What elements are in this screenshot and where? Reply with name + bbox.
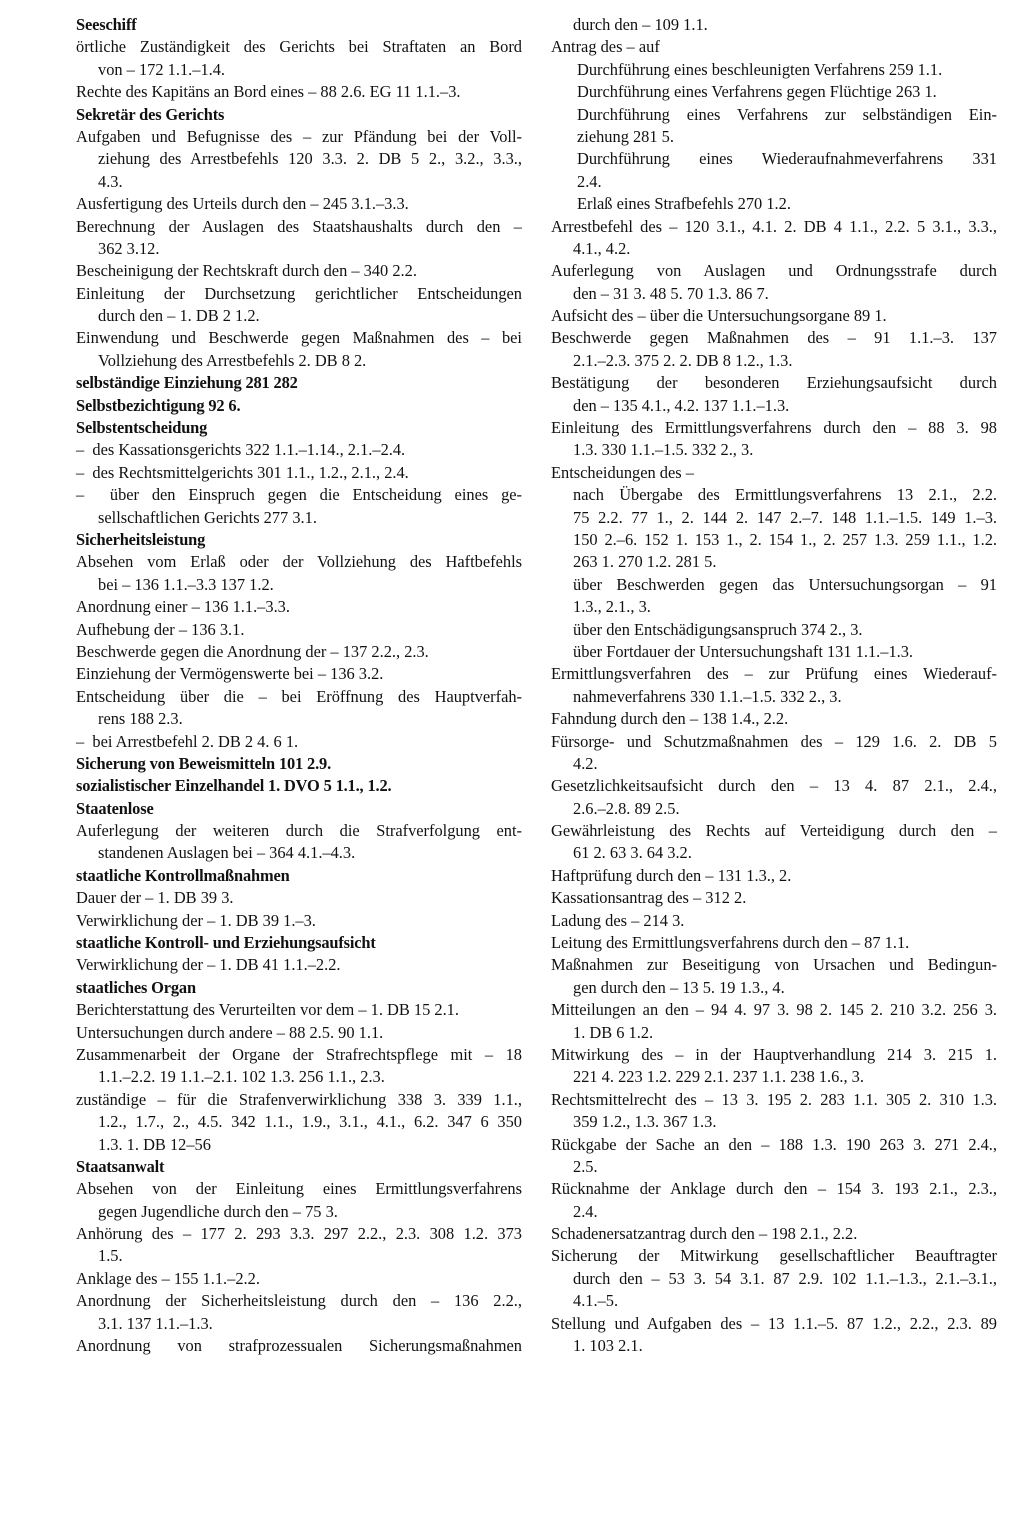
index-entry-line: örtliche Zuständigkeit des Gerichts bei Straftaten an Bord xyxy=(76,37,522,57)
index-entry-line: Gewährleistung des Rechts auf Verteidigung durch den – xyxy=(551,821,997,841)
index-entry-line: Aufhebung der – 136 3.1. xyxy=(76,619,245,639)
index-entry-line: durch den – 109 1.1. xyxy=(573,15,708,34)
index-entry-line: Verwirklichung der – 1. DB 41 1.1.–2.2. xyxy=(76,955,341,975)
index-entry-line: Erlaß eines Strafbefehls 270 1.2. xyxy=(577,194,791,214)
index-entry-line: nach Übergabe des Ermittlungsverfahrens 13 2.1., 2.2. xyxy=(573,485,997,505)
index-heading: staatliche Kontroll- und Erziehungsaufsicht xyxy=(76,933,376,953)
index-entry-line: 1.3. 330 1.1.–1.5. 332 2., 3. xyxy=(573,440,754,460)
index-entry-line: 2.5. xyxy=(573,1156,598,1176)
index-entry-line: – über den Einspruch gegen die Entscheidung eines ge- xyxy=(76,485,522,505)
index-entry-line: 1.3., 2.1., 3. xyxy=(573,597,651,617)
index-entry-line: Entscheidung über die – bei Eröffnung des Hauptverfah- xyxy=(76,686,522,706)
index-entry-line: Anhörung des – 177 2. 293 3.3. 297 2.2., 2.3. 308 1.2. 373 xyxy=(76,1224,522,1244)
index-entry-line: zuständige – für die Strafenverwirklichung 338 3. 339 1.1., xyxy=(76,1089,522,1109)
index-entry-line: Rechte des Kapitäns an Bord eines – 88 2.6. EG 11 1.1.–3. xyxy=(76,82,461,102)
index-entry-line: Beschwerde gegen Maßnahmen des – 91 1.1.–3. 137 xyxy=(551,328,997,348)
index-entry-line: Beschwerde gegen die Anordnung der – 137 2.2., 2.3. xyxy=(76,641,429,661)
index-entry-line: Ausfertigung des Urteils durch den – 245 3.1.–3.3. xyxy=(76,194,409,214)
index-entry-line: Leitung des Ermittlungsverfahrens durch den – 87 1.1. xyxy=(551,933,910,953)
index-heading: Selbstbezichtigung 92 6. xyxy=(76,395,241,415)
index-entry-line: ziehung des Arrestbefehls 120 3.3. 2. DB 5 2., 3.2., 3.3., xyxy=(98,149,522,169)
index-entry-line: 61 2. 63 3. 64 3.2. xyxy=(573,843,692,863)
index-entry-line: Einleitung des Ermittlungsverfahrens durch den – 88 3. 98 xyxy=(551,418,997,438)
index-entry-line: über Beschwerden gegen das Untersuchungsorgan – 91 xyxy=(573,574,997,594)
index-entry-line: standenen Auslagen bei – 364 4.1.–4.3. xyxy=(98,843,356,863)
index-entry-line: Ermittlungsverfahren des – zur Prüfung eines Wiederauf- xyxy=(551,664,997,684)
index-entry-line: 3.1. 137 1.1.–1.3. xyxy=(98,1313,213,1333)
index-entry-line: Sicherung der Mitwirkung gesellschaftlicher Beauftragter xyxy=(551,1246,997,1266)
index-entry-line: 1. 103 2.1. xyxy=(573,1336,643,1356)
index-entry-line: Mitteilungen an den – 94 4. 97 3. 98 2. 145 2. 210 3.2. 256 3. xyxy=(551,1000,997,1020)
index-entry-line: Arrestbefehl des – 120 3.1., 4.1. 2. DB 4 1.1., 2.2. 5 3.1., 3.3., xyxy=(551,216,997,236)
index-entry-line: 2.1.–2.3. 375 2. 2. DB 8 1.2., 1.3. xyxy=(573,350,793,370)
index-entry-line: 1. DB 6 1.2. xyxy=(573,1022,654,1042)
index-entry-line: ziehung 281 5. xyxy=(577,126,674,146)
index-entry-line: 4.1., 4.2. xyxy=(573,238,631,258)
index-entry-line: Rechtsmittelrecht des – 13 3. 195 2. 283 1.1. 305 2. 310 1.3. xyxy=(551,1089,997,1109)
index-entry-line: 2.4. xyxy=(577,171,602,191)
index-entry-line: 362 3.12. xyxy=(98,238,160,258)
index-entry-line: 75 2.2. 77 1., 2. 144 2. 147 2.–7. 148 1.1.–1.5. 149 1.–3. xyxy=(573,507,997,527)
index-entry-line: von – 172 1.1.–1.4. xyxy=(98,59,226,79)
index-entry-line: rens 188 2.3. xyxy=(98,709,183,729)
index-entry-line: Durchführung eines Verfahrens zur selbständigen Ein- xyxy=(577,104,997,124)
index-entry-line: – des Rechtsmittelgerichts 301 1.1., 1.2., 2.1., 2.4. xyxy=(76,462,409,482)
index-column-left xyxy=(76,14,522,1357)
index-entry-line: durch den – 53 3. 54 3.1. 87 2.9. 102 1.1.–1.3., 2.1.–3.1., xyxy=(573,1268,997,1288)
index-heading: Staatenlose xyxy=(76,798,154,818)
index-entry-line: Gesetzlichkeitsaufsicht durch den – 13 4. 87 2.1., 2.4., xyxy=(551,776,997,796)
index-entry-line: Absehen vom Erlaß oder der Vollziehung des Haftbefehls xyxy=(76,552,522,572)
index-entry-line: Fahndung durch den – 138 1.4., 2.2. xyxy=(551,709,789,729)
index-entry-line: Anordnung von strafprozessualen Sicherungsmaßnahmen xyxy=(76,1336,522,1356)
index-heading: sozialistischer Einzelhandel 1. DVO 5 1.1., 1.2. xyxy=(76,776,392,796)
index-entry-line: – bei Arrestbefehl 2. DB 2 4. 6 1. xyxy=(76,731,299,751)
index-entry-line: Dauer der – 1. DB 39 3. xyxy=(76,888,234,908)
index-entry-line: 263 1. 270 1.2. 281 5. xyxy=(573,552,717,572)
index-entry-line: Rücknahme der Anklage durch den – 154 3. 193 2.1., 2.3., xyxy=(551,1179,997,1199)
index-entry-line: Anordnung der Sicherheitsleistung durch den – 136 2.2., xyxy=(76,1291,522,1311)
index-entry-line: Mitwirkung des – in der Hauptverhandlung 214 3. 215 1. xyxy=(551,1044,997,1064)
index-entry-line: 150 2.–6. 152 1. 153 1., 2. 154 1., 2. 257 1.3. 259 1.1., 1.2. xyxy=(573,529,997,549)
index-entry-line: Zusammenarbeit der Organe der Strafrechtspflege mit – 18 xyxy=(76,1044,522,1064)
index-heading: Staatsanwalt xyxy=(76,1156,165,1176)
index-entry-line: Auferlegung von Auslagen und Ordnungsstrafe durch xyxy=(551,261,997,281)
index-entry-line: gegen Jugendliche durch den – 75 3. xyxy=(98,1201,338,1221)
index-entry-line: Durchführung eines Verfahrens gegen Flüchtige 263 1. xyxy=(577,82,937,102)
index-heading: Selbstentscheidung xyxy=(76,418,208,438)
index-entry-line: über Fortdauer der Untersuchungshaft 131 1.1.–1.3. xyxy=(573,641,914,661)
index-heading: Sekretär des Gerichts xyxy=(76,104,225,124)
index-entry-line: gen durch den – 13 5. 19 1.3., 4. xyxy=(573,977,785,997)
index-heading: selbständige Einziehung 281 282 xyxy=(76,373,298,393)
index-entry-line: Entscheidungen des – xyxy=(551,462,694,482)
index-entry-line: Einziehung der Vermögenswerte bei – 136 3.2. xyxy=(76,664,384,684)
index-entry-line: 1.2., 1.7., 2., 4.5. 342 1.1., 1.9., 3.1., 4.1., 6.2. 347 6 350 xyxy=(98,1112,522,1132)
index-entry-line: sellschaftlichen Gerichts 277 3.1. xyxy=(98,507,317,527)
index-entry-line: 4.1.–5. xyxy=(573,1291,619,1311)
index-entry-line: Aufgaben und Befugnisse des – zur Pfändung bei der Voll- xyxy=(76,126,522,146)
index-entry-line: Ladung des – 214 3. xyxy=(551,910,685,930)
index-entry-line: 4.3. xyxy=(98,171,123,191)
index-entry-line: Anklage des – 155 1.1.–2.2. xyxy=(76,1268,260,1288)
index-entry-line: – des Kassationsgerichts 322 1.1.–1.14., 2.1.–2.4. xyxy=(76,440,406,460)
index-entry-line: Untersuchungen durch andere – 88 2.5. 90 1.1. xyxy=(76,1022,384,1042)
index-entry-line: über den Entschädigungsanspruch 374 2., 3. xyxy=(573,619,863,639)
index-heading: Sicherheitsleistung xyxy=(76,529,206,549)
index-entry-line: 1.5. xyxy=(98,1246,123,1266)
index-entry-line: Aufsicht des – über die Untersuchungsorgane 89 1. xyxy=(551,306,887,326)
index-entry-line: Absehen von der Einleitung eines Ermittlungsverfahrens xyxy=(76,1179,522,1199)
index-entry-line: Kassationsantrag des – 312 2. xyxy=(551,888,747,908)
index-entry-line: Antrag des – auf xyxy=(551,37,660,57)
index-entry-line: Haftprüfung durch den – 131 1.3., 2. xyxy=(551,865,792,885)
index-entry-line: Bestätigung der besonderen Erziehungsaufsicht durch xyxy=(551,373,997,393)
index-entry-line: Bescheinigung der Rechtskraft durch den – 340 2.2. xyxy=(76,261,417,281)
index-entry-line: Anordnung einer – 136 1.1.–3.3. xyxy=(76,597,290,617)
index-heading: staatliches Organ xyxy=(76,977,196,997)
index-entry-line: nahmeverfahrens 330 1.1.–1.5. 332 2., 3. xyxy=(573,686,842,706)
index-entry-line: Berichterstattung des Verurteilten vor dem – 1. DB 15 2.1. xyxy=(76,1000,459,1020)
index-entry-line: Durchführung eines beschleunigten Verfahrens 259 1.1. xyxy=(577,59,943,79)
index-entry-line: Maßnahmen zur Beseitigung von Ursachen und Bedingun- xyxy=(551,955,997,975)
index-entry-line: 2.6.–2.8. 89 2.5. xyxy=(573,798,680,818)
index-entry-line: durch den – 1. DB 2 1.2. xyxy=(98,306,260,326)
index-entry-line: 1.3. 1. DB 12–56 xyxy=(98,1134,211,1154)
index-entry-line: 4.2. xyxy=(573,753,598,773)
index-entry-line: 359 1.2., 1.3. 367 1.3. xyxy=(573,1112,717,1132)
index-heading: staatliche Kontrollmaßnahmen xyxy=(76,865,290,885)
index-entry-line: Verwirklichung der – 1. DB 39 1.–3. xyxy=(76,910,316,930)
index-entry-line: Einwendung und Beschwerde gegen Maßnahmen des – bei xyxy=(76,328,522,348)
index-entry-line: Einleitung der Durchsetzung gerichtlicher Entscheidungen xyxy=(76,283,522,303)
index-heading: Seeschiff xyxy=(76,15,137,34)
index-entry-line: Berechnung der Auslagen des Staatshaushalts durch den – xyxy=(76,216,522,236)
index-entry-line: den – 135 4.1., 4.2. 137 1.1.–1.3. xyxy=(573,395,790,415)
index-entry-line: den – 31 3. 48 5. 70 1.3. 86 7. xyxy=(573,283,769,303)
index-column-right xyxy=(551,14,997,1357)
index-entry-line: Stellung und Aufgaben des – 13 1.1.–5. 87 1.2., 2.2., 2.3. 89 xyxy=(551,1313,997,1333)
index-entry-line: Vollziehung des Arrestbefehls 2. DB 8 2. xyxy=(98,350,367,370)
index-entry-line: Durchführung eines Wiederaufnahmeverfahrens 331 xyxy=(577,149,997,169)
index-entry-line: 221 4. 223 1.2. 229 2.1. 237 1.1. 238 1.6., 3. xyxy=(573,1067,864,1087)
index-entry-line: Fürsorge- und Schutzmaßnahmen des – 129 1.6. 2. DB 5 xyxy=(551,731,997,751)
index-entry-line: Rückgabe der Sache an den – 188 1.3. 190 263 3. 271 2.4., xyxy=(551,1134,997,1154)
index-entry-line: Schadenersatzantrag durch den – 198 2.1., 2.2. xyxy=(551,1224,858,1244)
index-entry-line: 1.1.–2.2. 19 1.1.–2.1. 102 1.3. 256 1.1., 2.3. xyxy=(98,1067,385,1087)
index-entry-line: bei – 136 1.1.–3.3 137 1.2. xyxy=(98,574,274,594)
index-entry-line: Auferlegung der weiteren durch die Strafverfolgung ent- xyxy=(76,821,522,841)
index-heading: Sicherung von Beweismitteln 101 2.9. xyxy=(76,753,332,773)
index-entry-line: 2.4. xyxy=(573,1201,598,1221)
